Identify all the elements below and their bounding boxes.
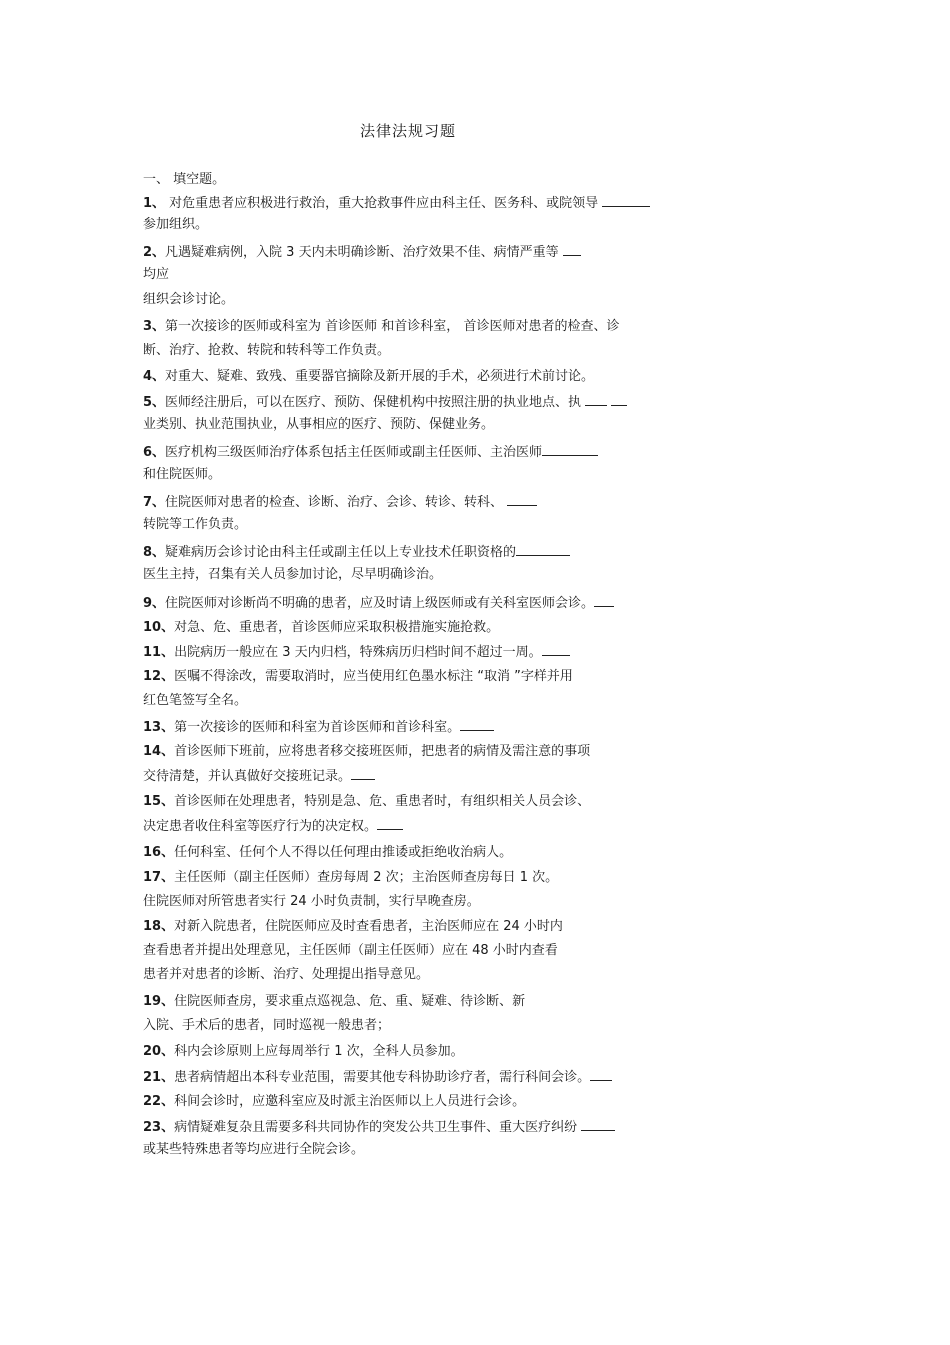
q14-blank (351, 767, 375, 780)
q8-line-1 (143, 543, 570, 562)
q5-number: 5、 (143, 395, 166, 410)
q10-line-1 (143, 619, 499, 637)
q17-number: 17、 (143, 870, 175, 885)
q3-line-2: 断、治疗、抢救、转院和转科等工作负责。 (143, 343, 391, 358)
q18-line-1 (143, 918, 563, 936)
q8-blank (516, 543, 570, 556)
q4-line-1 (143, 368, 594, 386)
q5-text-1: 医师经注册后，可以在医疗、预防、保健机构中按照注册的执业地点、执 (165, 395, 582, 410)
q11-number: 11、 (143, 645, 175, 660)
q6-line-1 (143, 443, 598, 462)
q3-text-1: 第一次接诊的医师或科室为 首诊医师 和首诊科室， 首诊医师对患者的检查、诊 (165, 319, 620, 334)
q2-text-1: 凡遇疑难病例，入院 3 天内未明确诊断、治疗效果不佳、病情严重等 (165, 245, 559, 260)
q7-line-2: 转院等工作负责。 (143, 517, 248, 532)
q20-line-1 (143, 1043, 464, 1061)
q14-line-2 (143, 767, 375, 786)
q15-blank (377, 817, 403, 830)
q18-number: 18、 (143, 919, 175, 934)
q14-text-1: 首诊医师下班前，应将患者移交接班医师，把患者的病情及需注意的事项 (174, 744, 591, 759)
q7-number: 7、 (143, 495, 166, 510)
q1-text-1: 对危重患者应积极进行救治，重大抢救事件应由科主任、医务科、或院领导 (165, 196, 599, 211)
q9-blank (594, 594, 614, 607)
q16-line-1 (143, 844, 512, 862)
q1-line-2: 参加组织。 (143, 217, 209, 232)
q15-number: 15、 (143, 794, 175, 809)
q10-number: 10、 (143, 620, 175, 635)
q15-text-2: 决定患者收住科室等医疗行为的决定权。 (143, 819, 378, 834)
q8-number: 8、 (143, 545, 166, 560)
q5-blank-b (611, 393, 627, 406)
q6-blank (542, 443, 598, 456)
q2-number: 2、 (143, 245, 166, 260)
q7-text-1: 住院医师对患者的检查、诊断、治疗、会诊、转诊、转科、 (165, 495, 504, 510)
q18-line-3: 患者并对患者的诊断、治疗、处理提出指导意见。 (143, 967, 430, 982)
q16-number: 16、 (143, 845, 175, 860)
q10-text-1: 对急、危、重患者，首诊医师应采取积极措施实施抢救。 (174, 620, 500, 635)
q1-line-1 (143, 194, 650, 213)
q23-text-1: 病情疑难复杂且需要多科共同协作的突发公共卫生事件、重大医疗纠纷 (174, 1120, 578, 1135)
q23-line-1 (143, 1118, 615, 1137)
q8-text-1: 疑难病历会诊讨论由科主任或副主任以上专业技术任职资格的 (165, 545, 517, 560)
q22-line-1 (143, 1093, 525, 1111)
q5-line-2: 业类别、执业范围执业，从事相应的医疗、预防、保健业务。 (143, 417, 495, 432)
q6-line-2: 和住院医师。 (143, 467, 222, 482)
q3-number: 3、 (143, 319, 166, 334)
q21-text-1: 患者病情超出本科专业范围，需要其他专科协助诊疗者，需行科间会诊。 (174, 1070, 591, 1085)
q2-line-3: 组织会诊讨论。 (143, 292, 235, 307)
section-heading: 一、 填空题。 (143, 172, 226, 187)
q17-text-1: 主任医师（副主任医师）查房每周 2 次；主治医师查房每日 1 次。 (174, 870, 559, 885)
q5-blank-a (585, 393, 607, 406)
q14-text-2: 交待清楚，并认真做好交接班记录。 (143, 769, 352, 784)
q11-text-1: 出院病历一般应在 3 天内归档，特殊病历归档时间不超过一周。 (174, 645, 542, 660)
q9-line-1 (143, 594, 614, 613)
q2-blank (563, 243, 581, 256)
q11-line-1 (143, 643, 570, 662)
q1-number: 1、 (143, 196, 166, 211)
q15-line-2 (143, 817, 403, 836)
q14-number: 14、 (143, 744, 175, 759)
q21-blank (590, 1068, 612, 1081)
q11-blank (542, 643, 570, 656)
q14-line-1 (143, 743, 590, 761)
q17-line-1 (143, 869, 558, 887)
q6-text-1: 医疗机构三级医师治疗体系包括主任医师或副主任医师、主治医师 (165, 445, 543, 460)
q9-number: 9、 (143, 596, 166, 611)
q13-line-1 (143, 718, 494, 737)
q12-line-1 (143, 668, 573, 686)
q15-line-1 (143, 793, 590, 811)
q2-line-1 (143, 243, 581, 262)
q23-number: 23、 (143, 1120, 175, 1135)
q23-line-2: 或某些特殊患者等均应进行全院会诊。 (143, 1142, 365, 1157)
q21-number: 21、 (143, 1070, 175, 1085)
q19-line-1 (143, 993, 525, 1011)
q20-number: 20、 (143, 1044, 175, 1059)
q19-line-2: 入院、手术后的患者，同时巡视一般患者； (143, 1018, 391, 1033)
q4-text-1: 对重大、疑难、致残、重要器官摘除及新开展的手术，必须进行术前讨论。 (165, 369, 595, 384)
q13-number: 13、 (143, 720, 175, 735)
q9-text-1: 住院医师对诊断尚不明确的患者，应及时请上级医师或有关科室医师会诊。 (165, 596, 595, 611)
q3-line-1 (143, 318, 619, 336)
q21-line-1 (143, 1068, 612, 1087)
q15-text-1: 首诊医师在处理患者，特别是急、危、重患者时，有组织相关人员会诊、 (174, 794, 591, 809)
q18-text-1: 对新入院患者，住院医师应及时查看患者，主治医师应在 24 小时内 (174, 919, 563, 934)
q8-line-2: 医生主持，召集有关人员参加讨论，尽早明确诊治。 (143, 567, 443, 582)
page-title: 法律法规习题 (360, 122, 457, 140)
q12-line-2: 红色笔签写全名。 (143, 693, 248, 708)
q20-text-1: 科内会诊原则上应每周举行 1 次，全科人员参加。 (174, 1044, 464, 1059)
q16-text-1: 任何科室、任何个人不得以任何理由推诿或拒绝收治病人。 (174, 845, 513, 860)
q19-number: 19、 (143, 994, 175, 1009)
q13-blank (460, 718, 494, 731)
q1-blank (602, 194, 650, 207)
q12-number: 12、 (143, 669, 175, 684)
q13-text-1: 第一次接诊的医师和科室为首诊医师和首诊科室。 (174, 720, 461, 735)
q12-text-1: 医嘱不得涂改，需要取消时，应当使用红色墨水标注 “取消 ”字样并用 (174, 669, 573, 684)
q7-blank (507, 493, 537, 506)
q22-number: 22、 (143, 1094, 175, 1109)
q22-text-1: 科间会诊时，应邀科室应及时派主治医师以上人员进行会诊。 (174, 1094, 526, 1109)
q19-text-1: 住院医师查房，要求重点巡视急、危、重、疑难、待诊断、新 (174, 994, 526, 1009)
q6-number: 6、 (143, 445, 166, 460)
q4-number: 4、 (143, 369, 166, 384)
q7-line-1 (143, 493, 537, 512)
q17-line-2: 住院医师对所管患者实行 24 小时负责制，实行早晚查房。 (143, 894, 480, 909)
q23-blank (581, 1118, 615, 1131)
q18-line-2: 查看患者并提出处理意见，主任医师（副主任医师）应在 48 小时内查看 (143, 943, 558, 958)
q5-line-1 (143, 393, 627, 412)
q2-line-2: 均应 (143, 267, 170, 282)
